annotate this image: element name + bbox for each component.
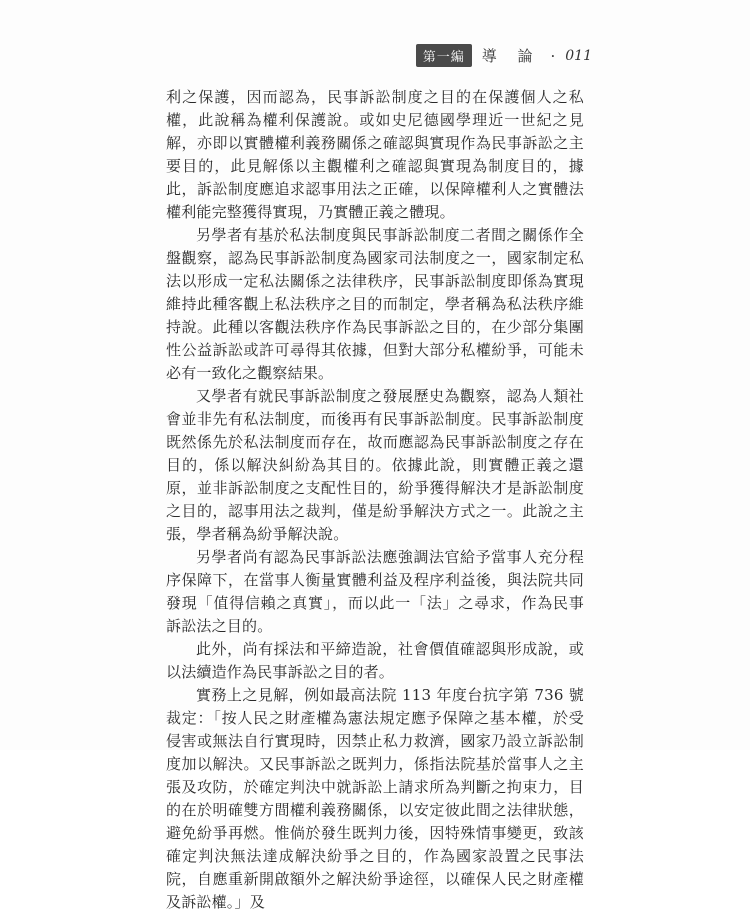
- part-label: 第一編: [416, 44, 472, 67]
- body-text: [166, 86, 584, 914]
- running-header: [416, 44, 592, 67]
- paragraph: 另學者有基於私法制度與民事訴訟制度二者間之關係作全盤觀察，認為民事訴訟制度為國家司法制度之一，國家制定私法以形成一定私法關係之法律秩序，民事訴訟制度即係為實現維持此種客觀上私法秩序之目的而制定，學者稱為私法秩序維持說。此種以客觀法秩序作為民事訴訟之目的，在少部分集團性公益訴訟或許可尋得其依據，但對大部分私權紛爭，可能未必有一致化之觀察結果。: [166, 226, 584, 382]
- paragraph: 另學者尚有認為民事訴訟法應強調法官給予當事人充分程序保障下，在當事人衡量實體利益及程序利益後，與法院共同發現「值得信賴之真實」，而以此一「法」之尋求，作為民事訴訟法之目的。: [166, 548, 584, 635]
- paragraph: 此外，尚有採法和平締造說，社會價值確認與形成說，或以法續造作為民事訴訟之目的者。: [166, 640, 584, 681]
- page-number: 011: [565, 47, 592, 64]
- paragraph: 又學者有就民事訴訟制度之發展歷史為觀察，認為人類社會並非先有私法制度，而後再有民事訴訟制度。民事訴訟制度既然係先於私法制度而存在，故而應認為民事訴訟制度之存在目的，係以解決糾紛為其目的。依據此說，則實體正義之還原，並非訴訟制度之支配性目的，紛爭獲得解決才是訴訟制度之目的，認事用法之裁判，僅是紛爭解決方式之一。此說之主張，學者稱為紛爭解決說。: [166, 387, 584, 543]
- paragraph: 實務上之見解，例如最高法院 113 年度台抗字第 736 號裁定：「按人民之財產權為憲法規定應予保障之基本權，於受侵害或無法自行實現時，因禁止私力救濟，國家乃設立訴訟制度加以解決。又民事訴訟之既判力，係指法院基於當事人之主張及攻防，於確定判決中就訴訟上請求所為判斷之拘束力，目的在於明確雙方間權利義務關係，以安定彼此間之法律狀態，避免紛爭再燃。惟倘於發生既判力後，因特殊情事變更，致該確定判決無法達成解決紛爭之目的，作為國家設置之民事法院，自應重新開啟額外之解決紛爭途徑，以確保人民之財產權及訴訟權。」及: [166, 686, 584, 911]
- chapter-title: 導 論: [481, 47, 541, 65]
- paragraph-continued: 利之保護，因而認為，民事訴訟制度之目的在保護個人之私權，此說稱為權利保護說。或如史尼德國學理近一世紀之見解，亦即以實體權利義務關係之確認與實現作為民事訴訟之主要目的，此見解係以主觀權利之確認與實現為制度目的，據此，訴訟制度應追求認事用法之正確，以保障權利人之實體法權利能完整獲得實現，乃實體正義之體現。: [166, 88, 584, 221]
- header-separator: ·: [550, 46, 556, 65]
